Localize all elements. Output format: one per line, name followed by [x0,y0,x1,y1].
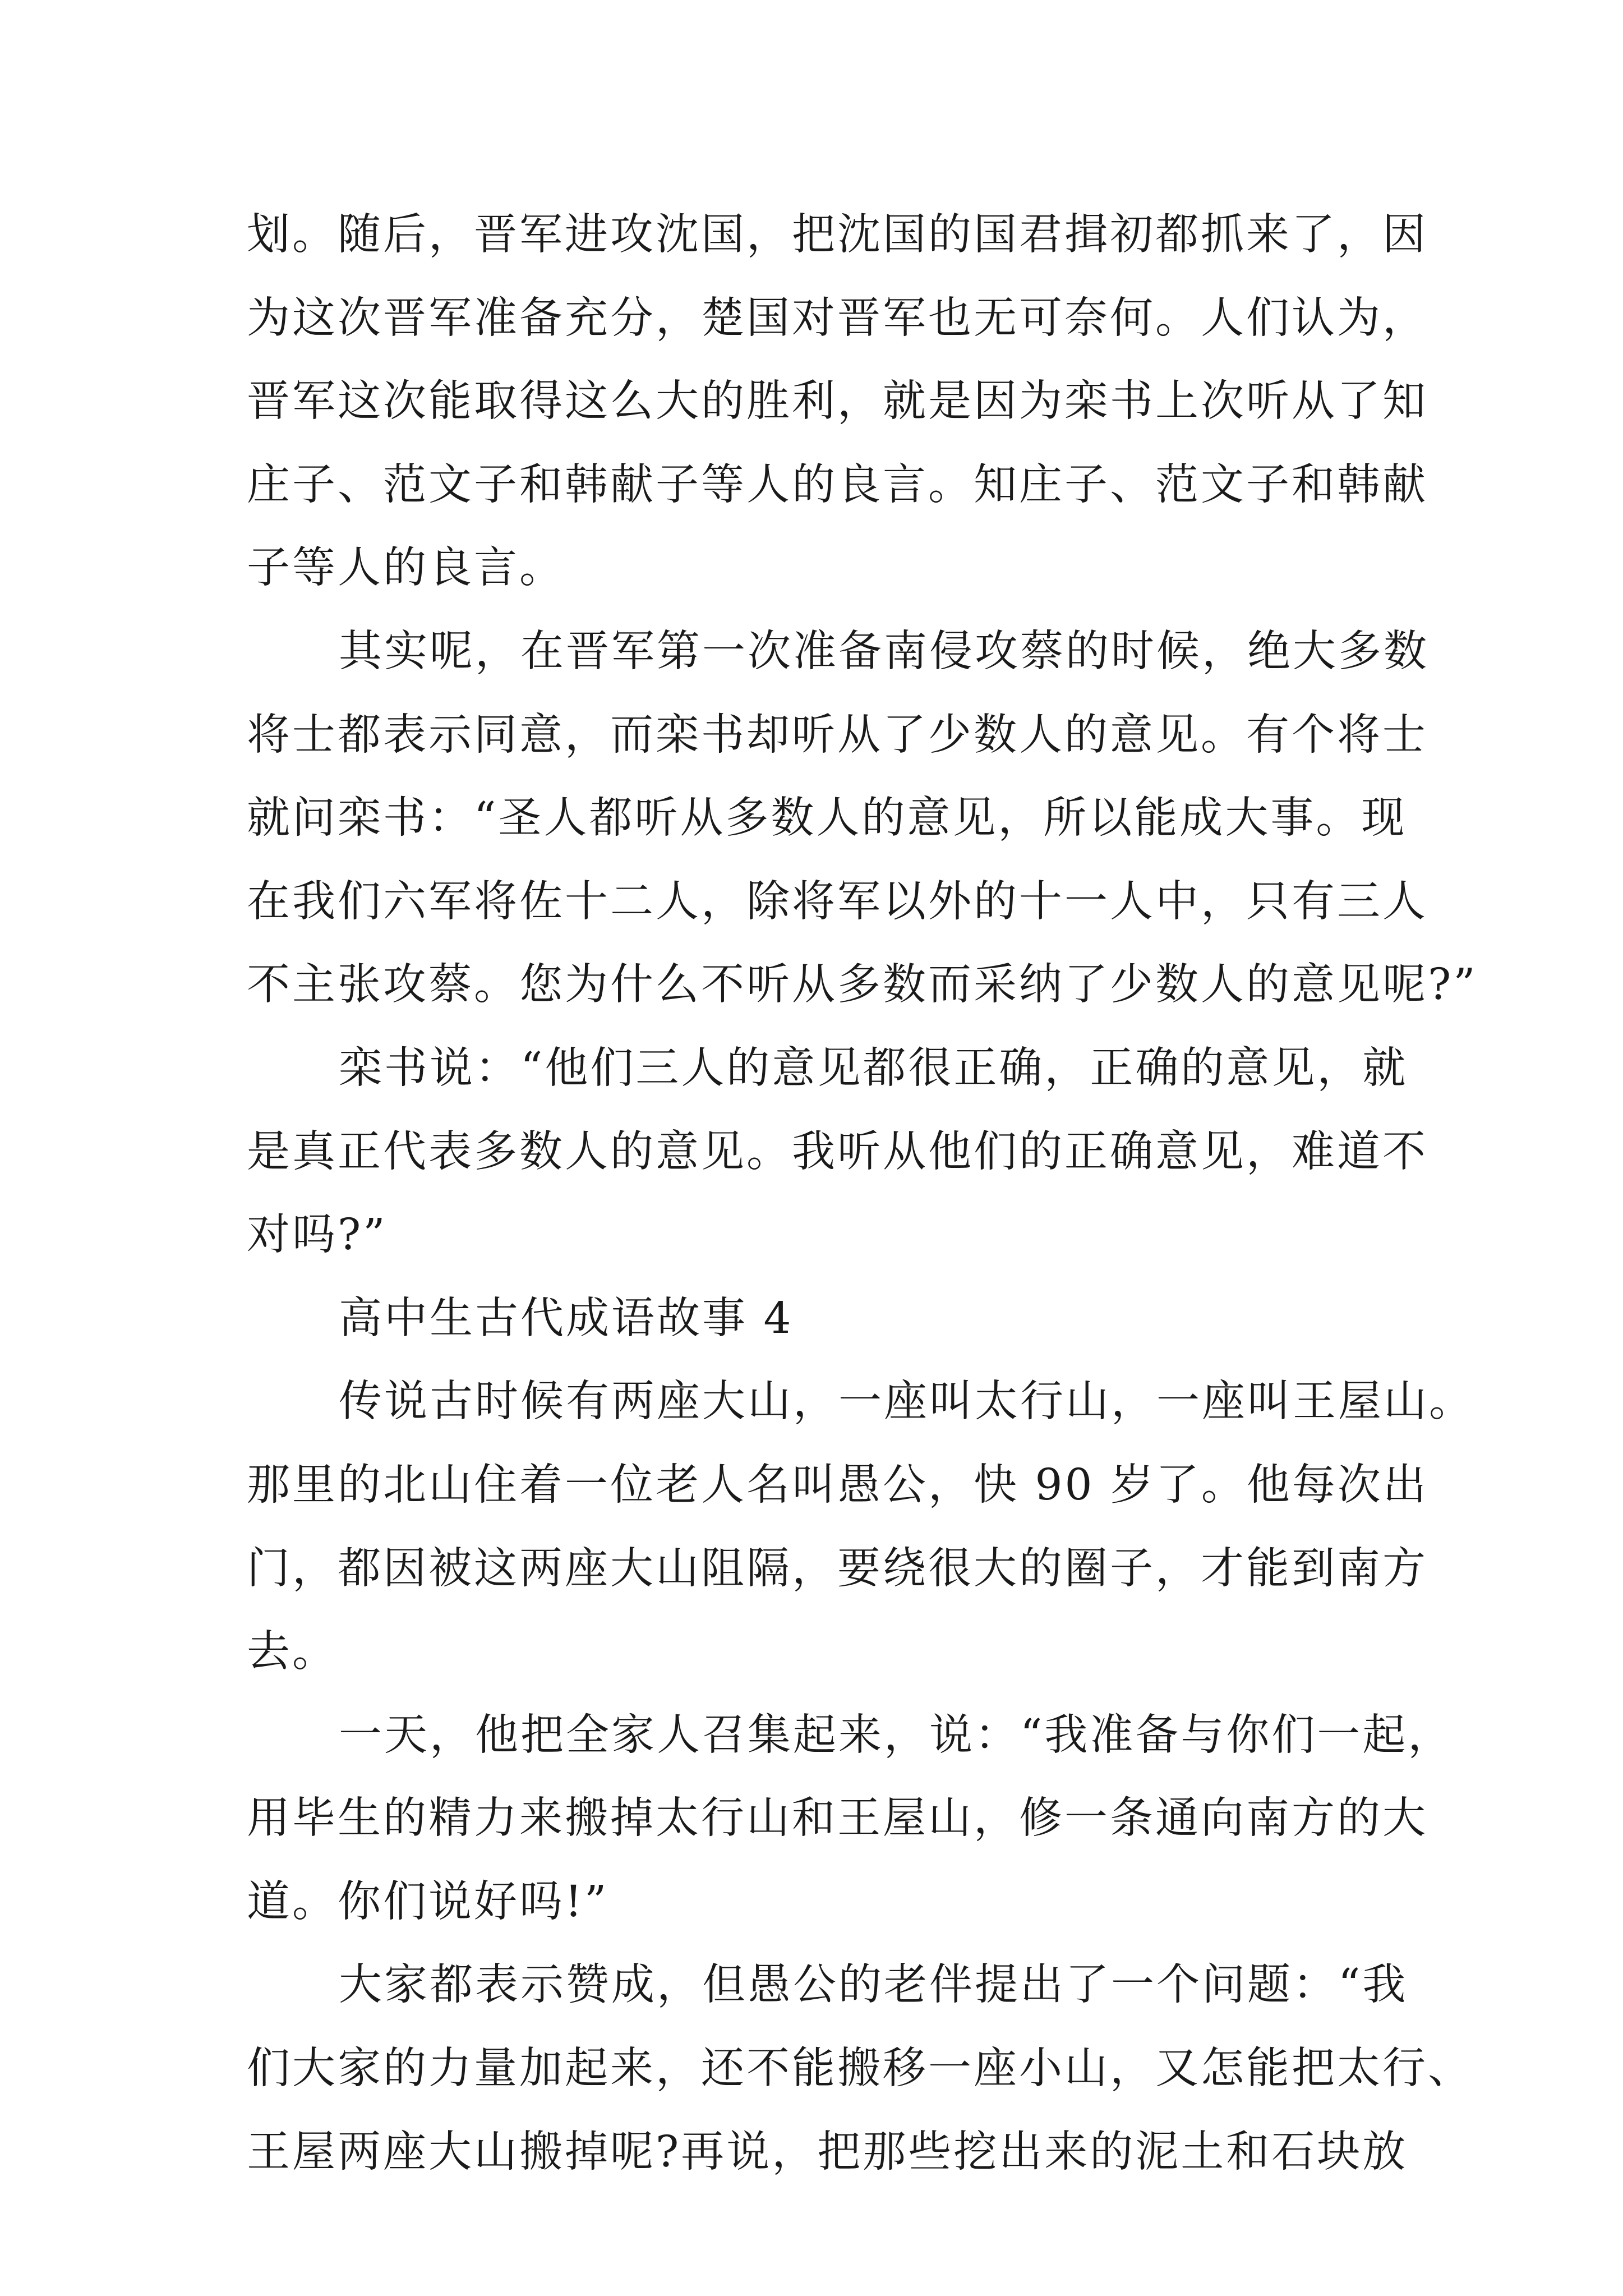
text-line: 用毕生的精力来搬掉太行山和王屋山，修一条通向南方的大 [247,1793,1428,1844]
text-line: 为这次晋军准备充分，楚国对晋军也无可奈何。人们认为， [247,293,1428,343]
text-line: 晋军这次能取得这么大的胜利，就是因为栾书上次听从了知 [247,376,1428,427]
text-line: 是真正代表多数人的意见。我听从他们的正确意见，难道不 [247,1126,1428,1177]
text-line: 不主张攻蔡。您为什么不听从多数而采纳了少数人的意见呢?” [247,960,1478,1010]
text-line: 将士都表示同意，而栾书却听从了少数人的意见。有个将士 [247,710,1428,760]
text-line: 一天，他把全家人召集起来，说：“我准备与你们一起， [339,1710,1454,1760]
text-line: 那里的北山住着一位老人名叫愚公，快 90 岁了。他每次出 [247,1460,1428,1510]
body-text [247,194,1478,2194]
text-line: 大家都表示赞成，但愚公的老伴提出了一个问题：“我 [339,1960,1408,2010]
text-line: 庄子、范文子和韩献子等人的良言。知庄子、范文子和韩献 [247,459,1428,510]
text-line: 王屋两座大山搬掉呢?再说，把那些挖出来的泥土和石块放 [247,2127,1408,2177]
text-line: 门，都因被这两座大山阻隔，要绕很大的圈子，才能到南方 [247,1543,1428,1594]
text-line: 传说古时候有两座大山，一座叫太行山，一座叫王屋山。 [339,1377,1474,1427]
text-line: 划。随后，晋军进攻沈国，把沈国的国君揖初都抓来了，因 [247,210,1428,260]
text-line: 们大家的力量加起来，还不能搬移一座小山，又怎能把太行、 [247,2044,1473,2094]
text-line: 在我们六军将佐十二人，除将军以外的十一人中，只有三人 [247,876,1428,927]
text-line: 子等人的良言。 [247,543,565,593]
text-line: 去。 [247,1627,338,1677]
text-line: 就问栾书：“圣人都听从多数人的意见，所以能成大事。现 [247,793,1407,844]
text-line: 栾书说：“他们三人的意见都很正确，正确的意见，就 [339,1043,1408,1093]
text-line: 道。你们说好吗!” [247,1876,609,1927]
text-line: 对吗?” [247,1210,388,1260]
text-line: 其实呢，在晋军第一次准备南侵攻蔡的时候，绝大多数 [339,626,1429,677]
text-line: 高中生古代成语故事 4 [339,1293,794,1343]
